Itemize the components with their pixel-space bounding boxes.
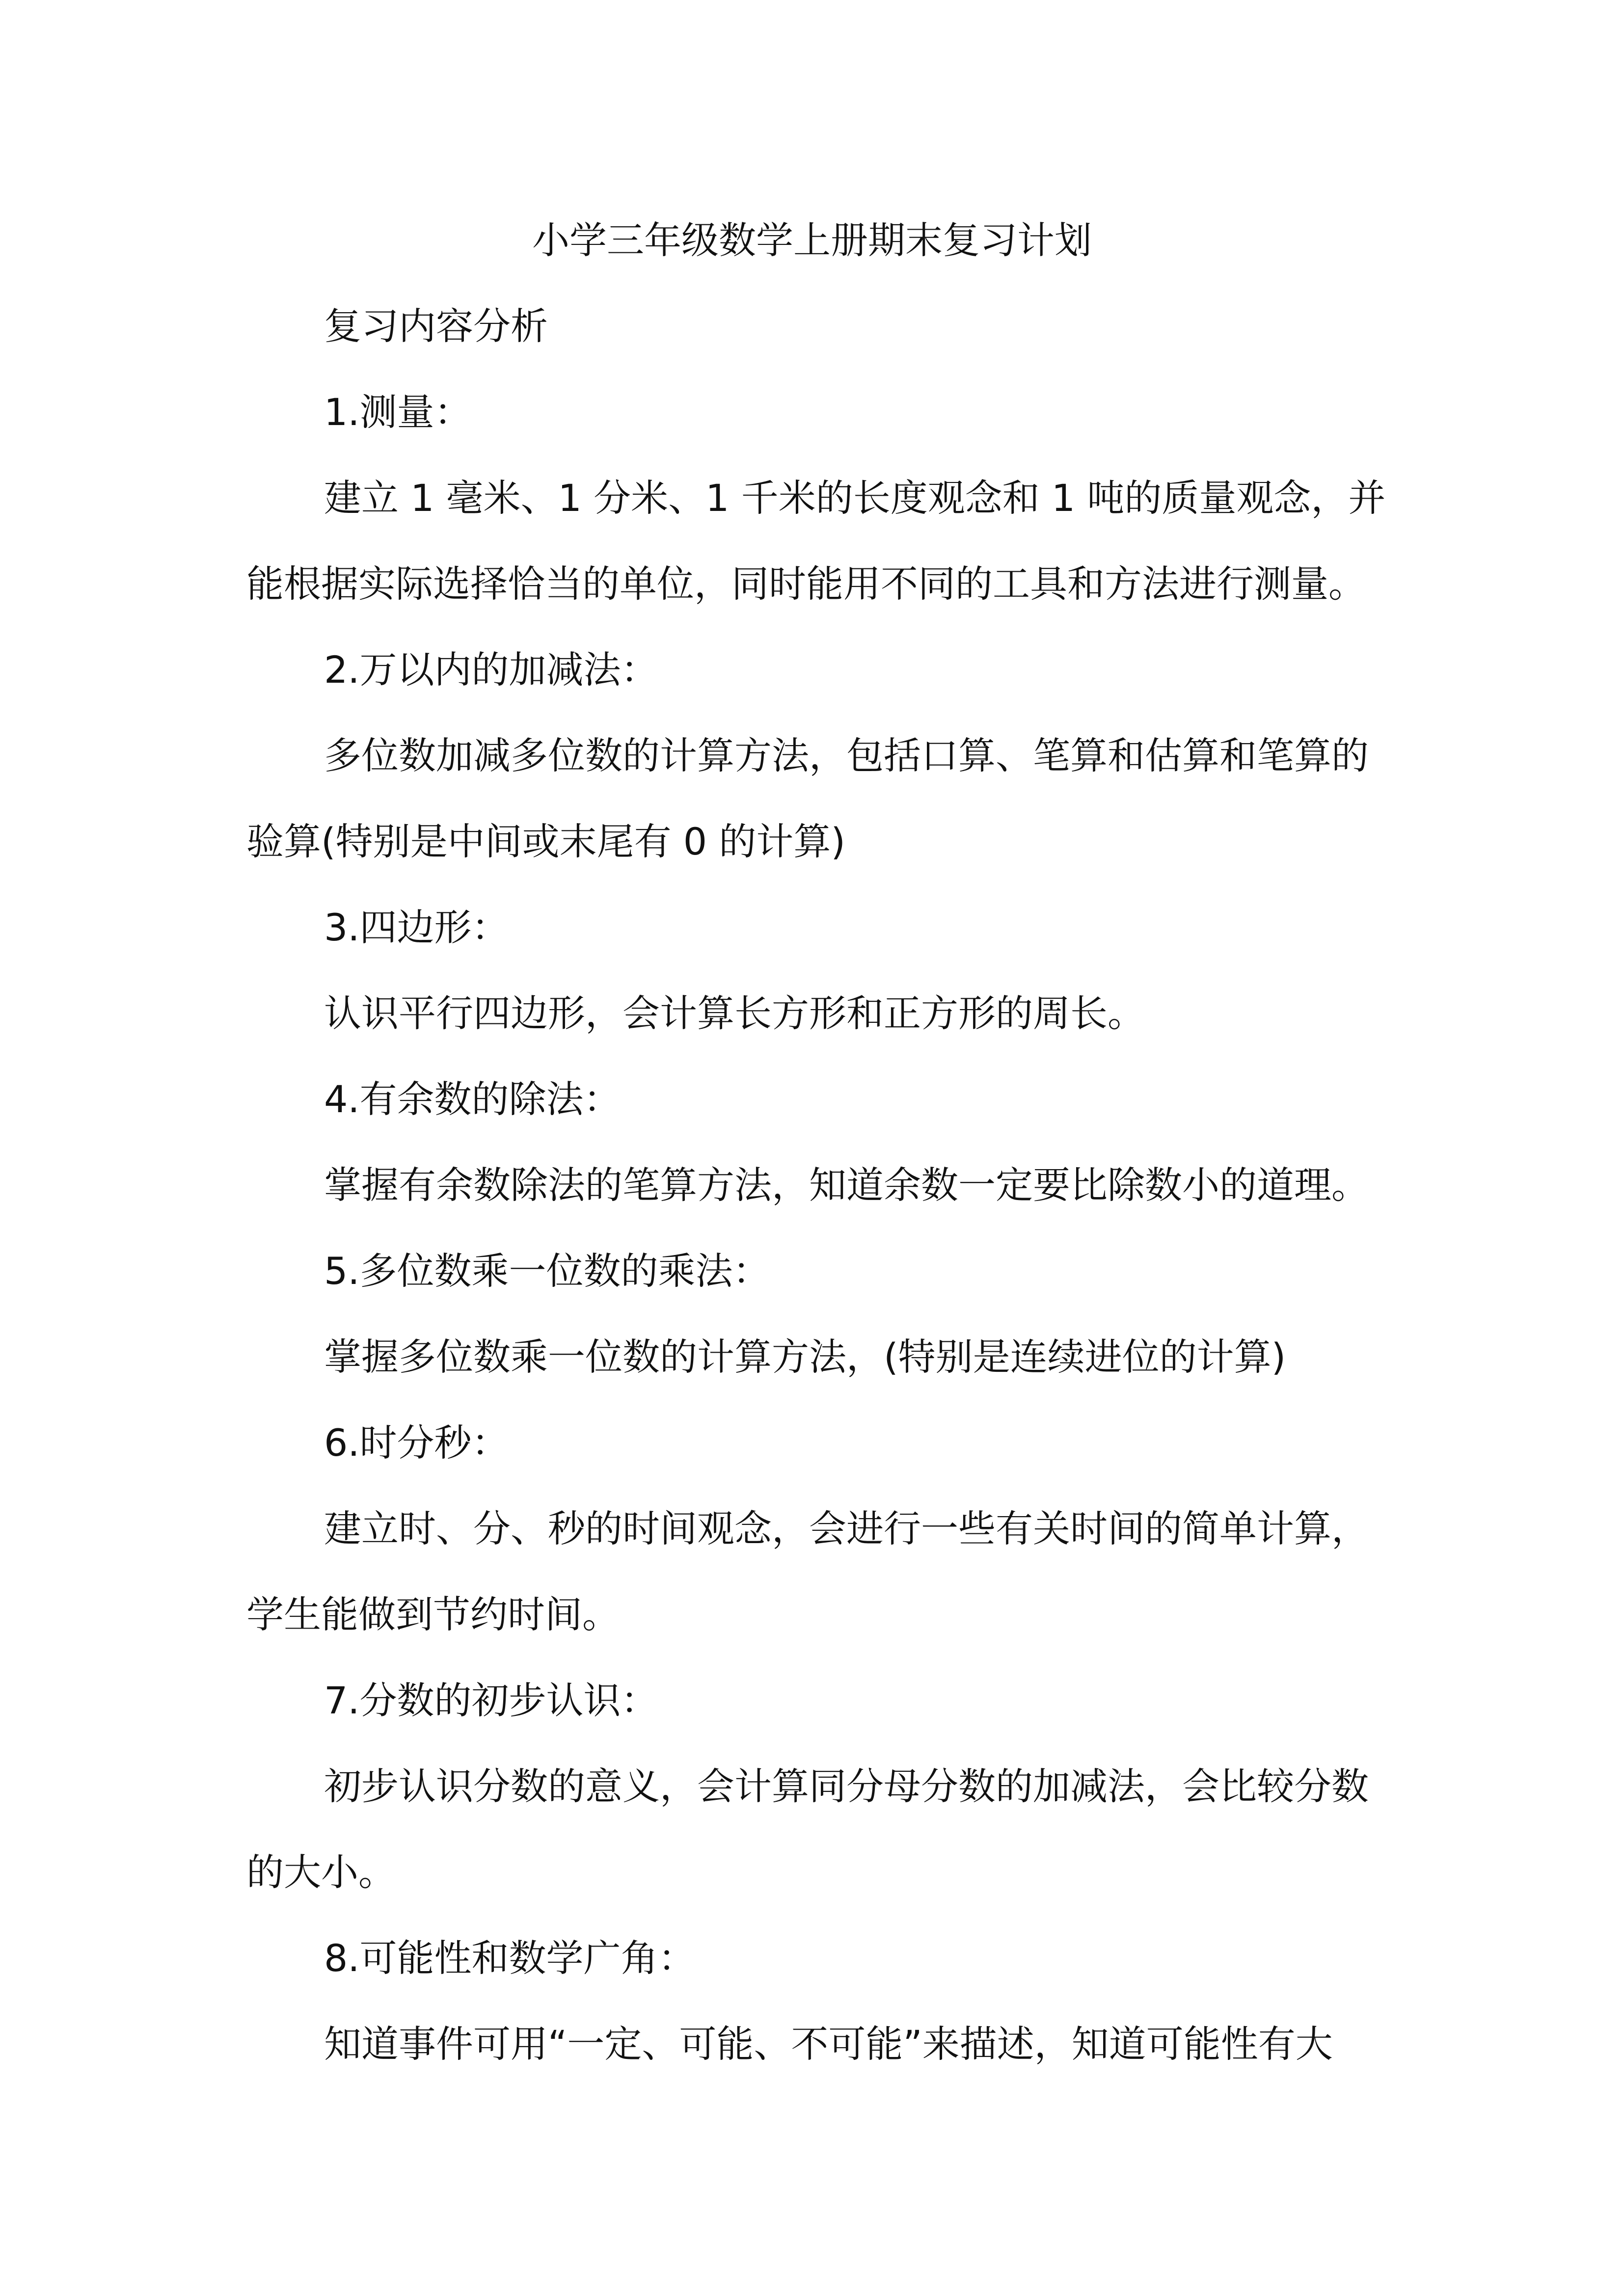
item-body-1-line-2: 能根据实际选择恰当的单位，同时能用不同的工具和方法进行测量。	[246, 562, 1366, 606]
item-body-6-line-2: 学生能做到节约时间。	[246, 1593, 620, 1636]
item-heading-5: 5.多位数乘一位数的乘法：	[324, 1249, 770, 1293]
item-body-5-line-1: 掌握多位数乘一位数的计算方法，(特别是连续进位的计算)	[324, 1335, 1286, 1379]
item-heading-7: 7.分数的初步认识：	[324, 1679, 658, 1722]
document-title: 小学三年级数学上册期末复习计划	[532, 218, 1092, 262]
section-heading: 复习内容分析	[324, 304, 548, 348]
item-body-3-line-1: 认识平行四边形，会计算长方形和正方形的周长。	[324, 991, 1145, 1035]
item-body-2-line-2: 验算(特别是中间或末尾有 0 的计算)	[246, 820, 845, 863]
item-body-2-line-1: 多位数加减多位数的计算方法，包括口算、笔算和估算和笔算的	[324, 734, 1369, 777]
item-body-8-line-1: 知道事件可用“一定、可能、不可能”来描述，知道可能性有大	[324, 2022, 1333, 2066]
item-body-6-line-1: 建立时、分、秒的时间观念，会进行一些有关时间的简单计算，	[324, 1507, 1369, 1550]
item-body-4-line-1: 掌握有余数除法的笔算方法，知道余数一定要比除数小的道理。	[324, 1163, 1369, 1207]
item-body-7-line-2: 的大小。	[246, 1850, 396, 1894]
item-heading-6: 6.时分秒：	[324, 1421, 509, 1465]
item-body-7-line-1: 初步认识分数的意义，会计算同分母分数的加减法，会比较分数	[324, 1764, 1369, 1808]
item-heading-2: 2.万以内的加减法：	[324, 648, 658, 692]
item-heading-3: 3.四边形：	[324, 906, 509, 949]
item-body-1-line-1: 建立 1 毫米、1 分米、1 千米的长度观念和 1 吨的质量观念，并	[324, 476, 1386, 520]
item-heading-8: 8.可能性和数学广角：	[324, 1936, 696, 1980]
item-heading-1: 1.测量：	[324, 390, 472, 434]
item-heading-4: 4.有余数的除法：	[324, 1077, 621, 1121]
